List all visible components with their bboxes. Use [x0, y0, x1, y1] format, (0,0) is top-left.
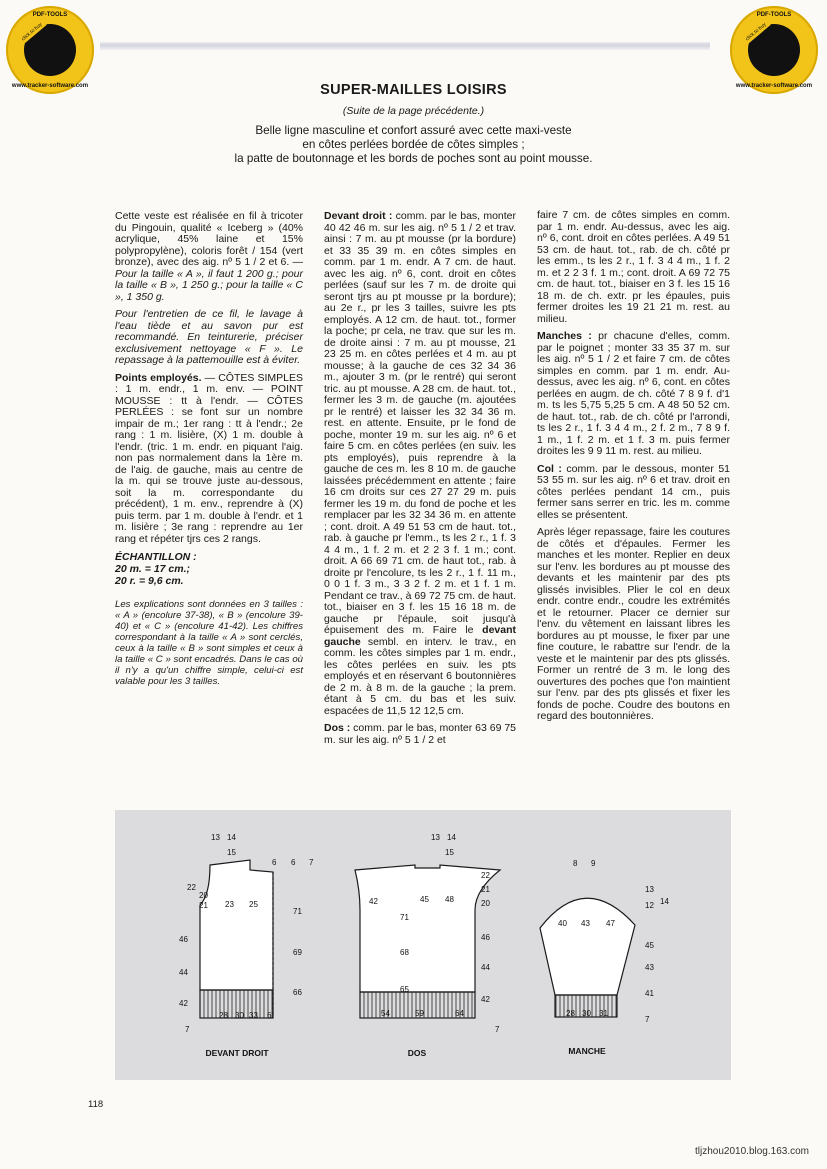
intro-line: en côtes perlées bordée de côtes simples ; — [302, 138, 525, 151]
page-subtitle: (Suite de la page précédente.) — [342, 105, 485, 117]
dim-label: 43 — [581, 919, 590, 928]
text-column-3 — [537, 210, 730, 729]
text: — CÔTES SIMPLES : 1 m. endr., 1 m. env. — POINT MOUSSE : tt à l'endr. — CÔTES PERLÉES : se font sur un nombre impair de m.; 1er rang : tt à l'endr.; 2e rang : 1 m. lisière, (X) 1 m. double à l'endr. (tric. 1 m. endr. en piquant l'aig. non pas normalement dans la 1ère m. de l'aig. de gauche, mais au centre de la m. qui se trouve juste au-dessous, soit la m. correspondante du précédent), 1 m. env., reprendre à (X) puis term. par 1 m. double à l'endr. et 1 m. lisière ; 3e rang : reprendre au 1er rang et répéter tjrs ces 2 rangs. — [115, 371, 303, 545]
paragraph: Après léger repassage, faire les coutures de côtés et d'épaules. Fermer les manches et les monter. Replier en deux sur l'env. les bordures au pt mousse des devants et les maintenir par des pts glissés invisibles. Plier le col en deux endr. contre endr., coudre les extrémités et le retourner. Placer ce dernier sur l'env. du vêtement en laissant libres les bordures au pt mousse, le fixer par une fine couture, le rabattre sur l'endr. de la veste et le maintenir par des pts glissés. Former un rentré de 3 m. le long des ouvertures des poches que l'on maintient sur l'env. par des pts glissés et fixer les fonds de poche. Coudre des boutons en regard des boutonnières. — [537, 526, 730, 722]
dim-label: 8 — [573, 859, 578, 868]
dim-label: 15 — [445, 848, 454, 857]
dim-label: 28 — [566, 1009, 575, 1018]
dim-label: 68 — [400, 948, 409, 957]
text: 20 r. = 9,6 cm. — [115, 575, 184, 587]
page-title: SUPER-MAILLES LOISIRS — [320, 82, 507, 98]
text: pr chacune d'elles, comm. par le poignet ; monter 33 35 37 m. sur les aig. nº 5 1 / 2 et faire 7 cm. de côtes simples en comm. par 1 m. endr. Au-dessus, avec les aig. nº 6, cont. en côtes perlées en augm. de ch. côté 7 8 9 f. d'1 m. ts les 5,75 5,25 5 cm. A 48 50 52 cm. de haut. tot., rab. de ch. côté pr l'arrondi, ts les 2 r., 1 f. 3 4 4 m., 2 f. 2 m., 7 8 9 f. 1 m., 1 f. 2 m. et 1 f. 3 m. puis fermer droites les 9 9 11 m. rest. au milieu. — [537, 330, 730, 457]
dim-label: 6 — [291, 858, 296, 867]
dim-label: 14 — [660, 897, 669, 906]
dim-label: 22 — [481, 871, 490, 880]
dim-label: 69 — [293, 948, 302, 957]
section-heading: Devant droit : — [324, 210, 393, 222]
paragraph — [324, 211, 516, 717]
stamp-middle-text: click to buy NOW! — [741, 19, 771, 46]
dim-label: 33 — [249, 1011, 258, 1020]
dim-label: 42 — [179, 999, 188, 1008]
dim-label: 21 — [199, 901, 208, 910]
dim-label: 14 — [447, 833, 456, 842]
dim-label: 41 — [645, 989, 654, 998]
section-heading: Col : — [537, 462, 562, 475]
dim-label: 13 — [211, 833, 220, 842]
dim-label: 48 — [445, 895, 454, 904]
sleeve-label: MANCHE — [568, 1046, 606, 1056]
pdf-tools-stamp-left[interactable] — [6, 6, 94, 94]
dim-label: 66 — [293, 988, 302, 997]
dim-label: 23 — [225, 900, 234, 909]
blog-watermark: tljzhou2010.blog.163.com — [695, 1146, 809, 1157]
front-piece — [200, 860, 273, 1018]
intro-line: Belle ligne masculine et confort assuré avec cette maxi-veste — [255, 124, 572, 137]
front-label: DEVANT DROIT — [205, 1048, 269, 1058]
text: sembl. en interv. le trav., en comm. les côtes simples par 1 m. endr., les côtes perlées en suiv. les pts employés et en réservant 6 boutonnières de 2 m. à 8 m. de la gauche ; la prem. étant à 5 cm. du bas et les suiv. espacées de 11,5 12 12,5 cm. — [324, 635, 517, 717]
section-heading: Dos : — [324, 722, 351, 734]
section-heading: Points employés. — [115, 371, 202, 384]
dim-label: 42 — [481, 995, 490, 1004]
dim-label: 7 — [309, 858, 314, 867]
dim-label: 43 — [645, 963, 654, 972]
piece-names — [205, 1046, 606, 1058]
paragraph: Pour l'entretien de ce fil, le lavage à l'eau tiède et au savon pur est recommandé. En teinturerie, préciser exclusivement nettoyage « F ». Le repassage à la pattemouille est à éviter. — [115, 308, 303, 366]
dim-label: 54 — [381, 1009, 390, 1018]
stamp-bottom-text: www.tracker-software.com — [11, 83, 89, 89]
back-label: DOS — [407, 1048, 427, 1058]
dim-label: 25 — [249, 900, 258, 909]
intro-text — [0, 124, 827, 166]
dim-label: 7 — [185, 1025, 190, 1034]
dim-label: 30 — [582, 1009, 591, 1018]
dim-label: 9 — [591, 859, 596, 868]
section-heading: Manches : — [537, 330, 592, 342]
dim-label: 15 — [227, 848, 236, 857]
page-number: 118 — [88, 1099, 104, 1110]
sample-block — [115, 551, 303, 587]
stamp-top-text: PDF-TOOLS — [32, 12, 68, 18]
dim-label: 65 — [400, 985, 409, 994]
text: comm. par le bas, monter 40 42 46 m. sur les aig. nº 5 1 / 2 et trav. ainsi : 7 m. au pt mousse (pr la bordure) et 33 35 39 m. en côtes simples en comm. par 1 m. endr. A 7 cm. de haut. avec les aig. nº 6, cont. droit en côtes perlées (sauf sur les 7 m. de droite qui seront tjrs au pt mousse pr la bordure); au 2e r., pr les 3 tailles, suivre les pts employés. A 12 cm. de haut. tot., former la poche; pr cela, ne trav. que sur les m. de droite ainsi : 7 m. au pt mousse, 21 23 25 m. en côtes perlées et 4 m. au pt mousse; à la gauche de ces 32 34 36 m., ajouter 3 m. (pr le rentré) qui seront tric. au pt mousse. A 28 cm. de haut. tot., fermer les 3 m. de gauche (m. ajoutées pr le rentré) et laisser les 32 34 36 m. rest. en attente. Ensuite, pr le fond de poche, monter 19 m. sur les aig. nº 6 et faire 5 cm. en côtes perlées (en suiv. les pts employés), puis reprendre à la gauche de ces m. les 8 10 m. de gauche laissées précédemment en attente ; faire 16 cm droits sur ces 27 27 29 m. puis fermer les 19 m. du fond de poche et les remplacer par les 32 34 36 m. en attente ; cont. droit. A 49 51 53 cm de haut. tot., rab. à gauche pr l'emm., ts les 2 r., 1 f. 3 4 4 m., 1 f. 2 m. et 2 2 3 f. 1 m.; cont. droit. A 66 69 71 cm. de haut tot., rab. à droite pr l'encolure, ts les 2 r., 1 f. 11 m., 0 0 1 f. 3 m., 3 3 2 f. 2 m. et 1 f. 1 m. Pendant ce trav., à 69 72 75 cm. de haut. tot., biaiser en 3 f. les 15 16 18 m. de gauche pr l'épaule, soit jusqu'à épuisement des m. Faire le — [324, 210, 517, 636]
text: 20 m. = 17 cm.; — [115, 563, 191, 575]
dim-label: 46 — [481, 933, 490, 942]
dim-label: 22 — [187, 883, 196, 892]
paragraph — [537, 331, 730, 458]
front-outline — [200, 860, 273, 990]
text-column-1 — [115, 211, 303, 693]
sleeve-outline — [540, 898, 635, 995]
text-column-2 — [324, 211, 516, 752]
dim-label: 46 — [179, 935, 188, 944]
dim-label: 31 — [599, 1009, 608, 1018]
dim-label: 42 — [369, 897, 378, 906]
paragraph — [115, 373, 303, 546]
section-heading: ÉCHANTILLON : — [115, 551, 197, 563]
dim-label: 45 — [420, 895, 429, 904]
dim-label: 21 — [481, 885, 490, 894]
dim-label: 40 — [558, 919, 567, 928]
paragraph: faire 7 cm. de côtes simples en comm. par 1 m. endr. Au-dessus, avec les aig. nº 6, cont. droit en côtes perlées. A 49 51 53 cm. de haut. tot., rab. de ch. côté pr les emm., ts les 2 r., 1 f. 3 4 4 m., 1 f. 2 m. et 2 2 3 f. 1 m.; cont. droit. A 69 72 75 cm. de haut. tot., biaiser en 3 f. les 15 16 18 m. de ch. extr. pr les épaules, puis fermer droites les 19 21 21 m. rest. au milieu. — [537, 209, 730, 325]
pdf-tools-stamp-right[interactable] — [730, 6, 818, 94]
dim-label: 7 — [645, 1015, 650, 1024]
dim-label: 71 — [293, 907, 302, 916]
dim-label: 12 — [645, 901, 654, 910]
dim-label: 6 — [272, 858, 277, 867]
text: comm. par le bas, monter 63 69 75 m. sur les aig. nº 5 1 / 2 et — [324, 722, 517, 746]
dim-label: 64 — [455, 1009, 464, 1018]
text: Cette veste est réalisée en fil à tricoter du Pingouin, qualité « Iceberg » (40% acrylique, 45% laine et 15% polypropylène), coloris forêt / 154 (vert bronze), avec des aig. nº 5 1 / 2 et 6. — — [115, 210, 303, 268]
dim-label: 13 — [431, 833, 440, 842]
dim-label: 28 — [219, 1011, 228, 1020]
back-outline — [355, 865, 500, 992]
paragraph — [537, 464, 730, 522]
dim-label: 59 — [415, 1009, 424, 1018]
intro-line: la patte de boutonnage et les bords de poches sont au point mousse. — [234, 152, 593, 165]
text: comm. par le dessous, monter 51 53 55 m. sur les aig. nº 6 et trav. droit en côtes perlées pendant 14 cm., puis fermer sans serrer en tric. les m. comme elles se présentent. — [537, 462, 730, 521]
dim-label: 30 — [235, 1011, 244, 1020]
pattern-diagrams — [115, 810, 731, 1080]
dim-label: 13 — [645, 885, 654, 894]
pattern-diagram-panel — [115, 810, 731, 1080]
text: Pour la taille « A », il faut 1 200 g.; pour la taille « B », 1 250 g.; pour la taille « C », 1 350 g. — [115, 267, 303, 303]
stamp-bottom-text: www.tracker-software.com — [735, 83, 813, 89]
dim-label: 47 — [606, 919, 615, 928]
dim-label: 20 — [481, 899, 490, 908]
dim-label: 44 — [481, 963, 490, 972]
dim-label: 6 — [267, 1011, 272, 1020]
dim-label: 44 — [179, 968, 188, 977]
size-note: Les explications sont données en 3 tailles : « A » (encolure 37-38), « B » (encolure 39-40) et « C » (encolure 41-42). Les chiffres correspondant à la taille « A » sont cerclés, ceux à la taille « B » sont simples et ceux à la taille « C » sont encadrés. Dans le cas où il n'y a qu'un chiffre simple, celui-ci est valable pour les 3 tailles. — [115, 599, 303, 687]
dim-label: 45 — [645, 941, 654, 950]
dim-label: 7 — [495, 1025, 500, 1034]
sleeve-piece — [540, 898, 635, 1017]
bold-term: devant gauche — [324, 624, 516, 648]
paragraph — [324, 723, 516, 746]
top-decorative-band — [100, 42, 710, 50]
back-piece — [355, 865, 500, 1018]
stamp-middle-text: click to buy NOW! — [17, 19, 47, 46]
paragraph — [115, 211, 303, 303]
stamp-top-text: PDF-TOOLS — [756, 12, 792, 18]
dim-label: 71 — [400, 913, 409, 922]
dim-label: 20 — [199, 891, 208, 900]
dim-label: 14 — [227, 833, 236, 842]
